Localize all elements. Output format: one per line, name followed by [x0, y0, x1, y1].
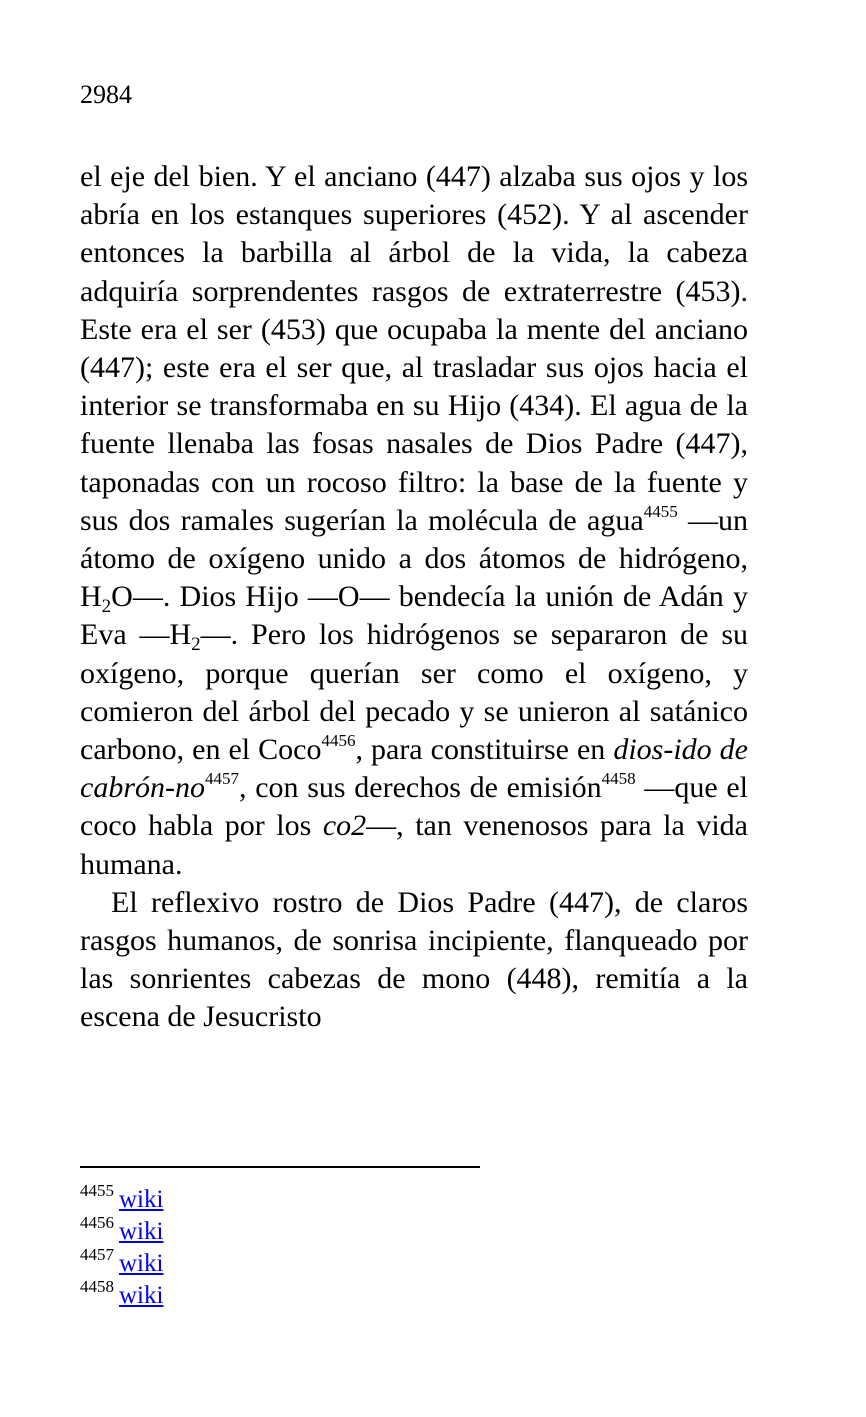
paragraph-2: El reflexivo rostro de Dios Padre (447), de claros rasgos humanos, de sonrisa incipiente, flanqueado por las sonrientes cabezas de mono (448), remitía a la escena de Jesucristo — [80, 885, 748, 1034]
footnote-number: 4456 — [80, 1213, 114, 1232]
footnote-number: 4457 — [80, 1245, 114, 1264]
footnote-ref-4455[interactable]: 4455 — [643, 501, 678, 521]
text-run: —, tan venenosos para la vida humana. — [80, 809, 748, 881]
footnote-4456 — [80, 1213, 164, 1248]
text-run: , para constituirse en — [355, 733, 614, 767]
text-run: —que el coco habla por los — [80, 771, 748, 843]
text-run: —un átomo de oxígeno unido a dos átomos de hidrógeno, H — [80, 503, 749, 614]
text-run: —. Pero los hidrógenos se separaron de su oxígeno, porque querían ser como el oxígeno, y comieron del árbol del pecado y se unieron al satánico carbono, en el Coco — [80, 618, 748, 767]
footnote-link[interactable]: wiki — [119, 1250, 164, 1277]
subscript-2: 2 — [101, 596, 112, 618]
italic-phrase: co2 — [322, 809, 367, 843]
main-text — [80, 158, 748, 1037]
footnote-number: 4455 — [80, 1181, 114, 1200]
footnote-number: 4458 — [80, 1277, 114, 1296]
footnote-separator — [80, 1166, 480, 1168]
footnote-ref-4456[interactable]: 4456 — [321, 731, 356, 751]
paragraph-1 — [80, 158, 748, 884]
footnote-ref-4457[interactable]: 4457 — [204, 769, 239, 789]
footnotes — [80, 1181, 164, 1312]
footnote-link[interactable]: wiki — [119, 1186, 164, 1213]
footnote-4458 — [80, 1277, 164, 1312]
page-number: 2984 — [80, 80, 132, 109]
footnote-4457 — [80, 1245, 164, 1280]
subscript-2: 2 — [191, 634, 201, 656]
italic-phrase: dios-ido de cabrón-no — [80, 733, 748, 805]
footnote-link[interactable]: wiki — [119, 1282, 164, 1309]
text-run: O—. Dios Hijo —O— bendecía la unión de Adán y Eva —H — [80, 580, 748, 652]
footnote-ref-4458[interactable]: 4458 — [601, 769, 636, 789]
text-run: el eje del bien. Y el anciano (447) alzaba sus ojos y los abría en los estanques superiores (452). Y al ascender entonces la barbilla al árbol de la vida, la cabeza adquiría sorprendentes rasgos de extraterrestre (453). Este era el ser (453) que ocupaba la mente del anciano (447); este era el ser que, al trasladar sus ojos hacia el interior se transformaba en su Hijo (434). El agua de la fuente llenaba las fosas nasales de Dios Padre (447), taponadas con un rocoso filtro: la base de la fuente y sus dos ramales sugerían la molécula de agua — [80, 160, 748, 537]
footnote-link[interactable]: wiki — [119, 1218, 164, 1245]
text-run: , con sus derechos de emisión — [238, 771, 602, 805]
footnote-4455 — [80, 1181, 164, 1216]
